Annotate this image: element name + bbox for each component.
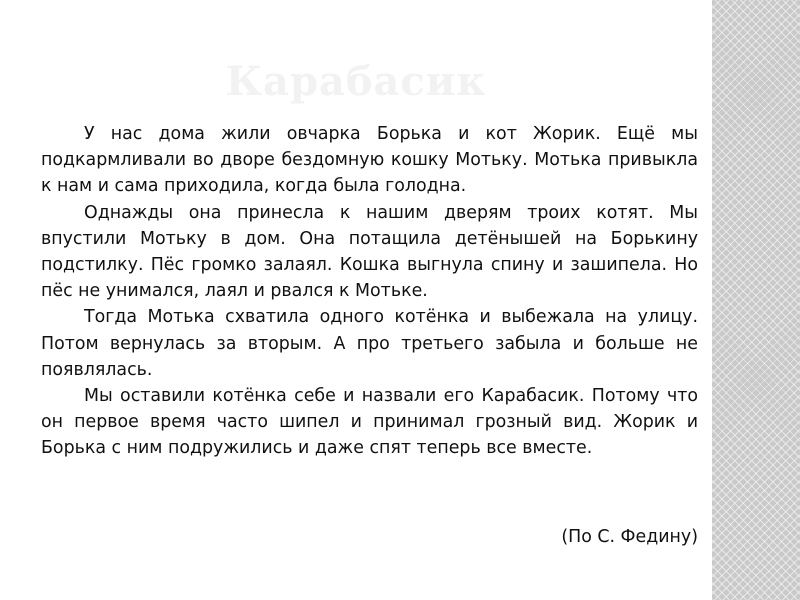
paragraph-1: У нас дома жили овчарка Борька и кот Жорик. Ещё мы подкармливали во дворе бездомную кошку Мотьку. Мотька привыкла к нам и сама приходила, когда была голодна. [41,124,698,197]
paragraph-4: Мы оставили котёнка себе и назвали его Карабасик. Потому что он первое время часто шипел и принимал грозный вид. Жорик и Борька с ним подружились и даже спят теперь все вместе. [41,386,698,459]
slide-title: Карабасик [225,58,487,105]
source-attribution: (По С. Федину) [561,527,698,547]
decorative-side-band [712,0,800,600]
paragraph-2: Однажды она принесла к нашим дверям троих котят. Мы впустили Мотьку в дом. Она потащила детёнышей на Борькину подстилку. Пёс громко залаял. Кошка выгнула спину и зашипела. Но пёс не унимался, лаял и рвался к Мотьке. [41,202,698,302]
paragraph-3: Тогда Мотька схватила одного котёнка и выбежала на улицу. Потом вернулась за вторым. А про третьего забыла и больше не появлялась. [41,307,698,380]
story-text [41,121,698,462]
